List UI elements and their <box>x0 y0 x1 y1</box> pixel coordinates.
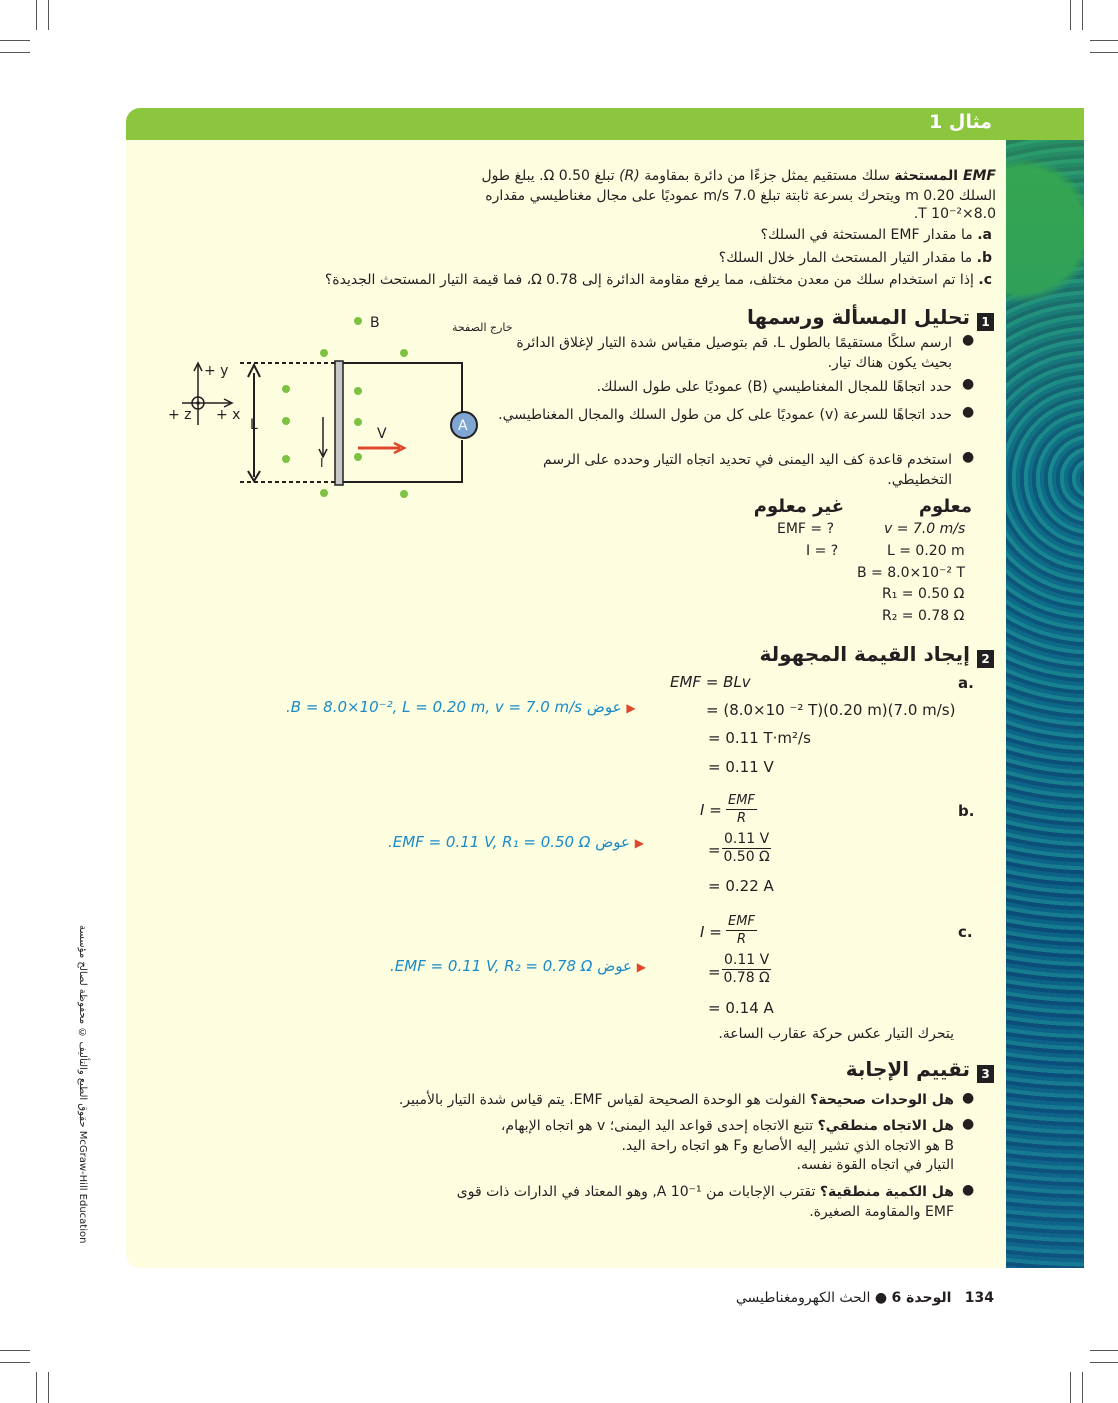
copyright-vertical: حقوق الطبع والتأليف © محفوظة لصالح مؤسسة McGraw-Hill Education <box>77 925 88 1244</box>
eval-bullet-units: هل الوحدات صحيحة؟ الفولت هو الوحدة الصحيحة لقياس EMF. يتم قياس شدة التيار بالأمبير. <box>398 1092 954 1108</box>
step1-bullet-2: حدد اتجاهًا للمجال المغناطيسي (B) عموديًا على طول السلك. <box>596 379 952 395</box>
step-3-number: 3 <box>977 1065 994 1083</box>
eq-b-equals: = <box>708 841 721 859</box>
known-l: L = 0.20 m <box>887 543 965 559</box>
crop-mark <box>0 52 30 53</box>
eq-a-2: = (8.0×10 ⁻² T)(0.20 m)(7.0 m/s) <box>706 701 956 719</box>
step-2-number: 2 <box>977 650 994 668</box>
problem-line-3: 8.0×10⁻² T. <box>913 206 996 222</box>
known-b: B = 8.0×10⁻² T <box>857 565 966 581</box>
bullet-dot: ● <box>962 376 975 392</box>
step-2-title: إيجاد القيمة المجهولة <box>759 642 970 666</box>
step1-bullet-1: ارسم سلكًا مستقيمًا بالطول L. قم بتوصيل مقياس شدة التيار لإغلاق الدائرة بحيث يكون هناك تيار. <box>516 335 952 371</box>
substitute-b: .EMF = 0.11 V, R₁ = 0.50 Ω عوض ▶ <box>388 833 644 851</box>
eval-bullet-direction-3: التيار في اتجاه القوة نفسه. <box>796 1157 954 1173</box>
eq-c-lhs: I = <box>700 923 722 941</box>
eval-bullet-direction-2: B هو الاتجاه الذي تشير إليه الأصابع وF هو اتجاه راحة اليد. <box>621 1138 954 1154</box>
part-c-letter: c. <box>958 923 973 941</box>
problem-line-2: السلك m 0.20 ويتحرك بسرعة ثابتة تبلغ m/s 7.0 عموديًا على مجال مغناطيسي مقداره <box>485 188 996 204</box>
question-c: c. إذا تم استخدام سلك من معدن مختلف، مما يرفع مقاومة الدائرة إلى Ω 0.78، فما قيمة التيار المستحث الجديدة؟ <box>324 272 992 288</box>
length-label: L <box>250 417 258 433</box>
eq-c-equals: = <box>708 963 721 981</box>
crop-mark <box>0 1362 30 1363</box>
eval-bullet-magnitude: هل الكمية منطقية؟ تقترب الإجابات من A 10⁻¹, وهو المعتاد في الدارات ذات قوى <box>456 1184 954 1200</box>
known-header: معلوم <box>918 496 972 517</box>
known-r2: R₂ = 0.78 Ω <box>882 608 965 624</box>
step-1-title: تحليل المسألة ورسمها <box>746 305 970 329</box>
known-r1: R₁ = 0.50 Ω <box>882 586 965 602</box>
bullet-dot: ● <box>962 1090 975 1106</box>
bullet-dot: ● <box>962 332 975 348</box>
eq-a-1: EMF = BLv <box>670 673 751 691</box>
b-field-legend-dot <box>354 317 362 325</box>
eq-c-frac-numeric: $\frac{0.11 V}{0.78 \Omega}$ <box>723 952 770 986</box>
crop-mark <box>1090 52 1118 53</box>
part-b-letter: b. <box>958 802 975 820</box>
crop-mark <box>0 40 30 41</box>
y-axis-label: + y <box>204 363 229 379</box>
crop-mark <box>48 1372 49 1403</box>
bullet-dot: ● <box>962 404 975 420</box>
question-b: b. ما مقدار التيار المستحث المار خلال السلك؟ <box>718 250 992 266</box>
question-a: a. ما مقدار EMF المستحثة في السلك؟ <box>760 227 992 243</box>
substitute-a: .B = 8.0×10⁻², L = 0.20 m, v = 7.0 m/s عوض ▶ <box>286 698 636 716</box>
b-field-caption: خارج الصفحة <box>452 321 513 334</box>
page-footer: 134 الوحدة 6 ● الحث الكهرومغناطيسي <box>735 1290 994 1306</box>
crop-mark <box>1082 0 1083 30</box>
crop-mark <box>1090 1350 1118 1351</box>
eval-bullet-magnitude-2: EMF والمقاومة الصغيرة. <box>809 1204 954 1220</box>
problem-line-1: EMF المستحثة سلك مستقيم يمثل جزءًا من دائرة بمقاومة (R) تبلغ Ω 0.50. يبلغ طول <box>481 168 996 184</box>
example-title: مثال 1 <box>929 111 992 133</box>
field-dots <box>282 349 408 498</box>
step-1-number: 1 <box>977 313 994 331</box>
unknown-i: I = ? <box>806 543 839 559</box>
current-label: I <box>320 456 324 470</box>
moving-wire <box>335 361 343 485</box>
crop-mark <box>0 1350 30 1351</box>
unknown-header: غير معلوم <box>753 496 844 517</box>
eq-c-frac-symbolic: EMF R <box>728 914 755 947</box>
velocity-label: V <box>377 426 387 442</box>
z-axis-label: + z <box>168 407 192 423</box>
crop-mark <box>1090 40 1118 41</box>
bullet-dot: ● <box>962 1116 975 1132</box>
crop-mark <box>1090 1362 1118 1363</box>
crop-mark <box>1082 1372 1083 1403</box>
decorative-pattern-overlay <box>1006 140 1084 1268</box>
b-field-label: B <box>370 315 380 331</box>
bullet-dot: ● <box>962 1182 975 1198</box>
eval-bullet-direction: هل الاتجاه منطقي؟ تتبع الاتجاه إحدى قواعد اليد اليمنى؛ v هو اتجاه الإبهام، <box>500 1118 954 1134</box>
eq-b-result: = 0.22 A <box>708 877 774 895</box>
eq-c-result: = 0.14 A <box>708 999 774 1017</box>
z-axis-dot <box>196 401 200 405</box>
crop-mark <box>36 1372 37 1403</box>
bullet-dot: ● <box>962 449 975 465</box>
x-axis-label: + x <box>216 407 241 423</box>
crop-mark <box>36 0 37 30</box>
circuit-diagram <box>160 305 513 505</box>
crop-mark <box>1070 1372 1071 1403</box>
part-a-letter: a. <box>958 674 974 692</box>
current-direction-note: يتحرك التيار عكس حركة عقارب الساعة. <box>718 1026 954 1042</box>
eq-b-frac-numeric: $\frac{0.11 V}{0.50 \Omega}$ <box>723 831 770 865</box>
eq-b-frac-symbolic: EMF R <box>728 793 755 826</box>
eq-a-4: = 0.11 V <box>708 758 774 776</box>
substitute-c: .EMF = 0.11 V, R₂ = 0.78 Ω عوض ▶ <box>390 957 646 975</box>
ammeter-label: A <box>458 418 468 434</box>
eq-a-3: = 0.11 T·m²/s <box>708 729 811 747</box>
unknown-emf: EMF = ? <box>777 521 835 537</box>
known-v: v = 7.0 m/s <box>884 521 966 537</box>
crop-mark <box>48 0 49 30</box>
step1-bullet-4: استخدم قاعدة كف اليد اليمنى في تحديد اتجاه التيار وحدده على الرسم التخطيطي. <box>543 452 952 488</box>
step-3-title: تقييم الإجابة <box>845 1057 970 1081</box>
eq-b-lhs: I = <box>700 801 722 819</box>
step1-bullet-3: حدد اتجاهًا للسرعة (v) عموديًا على كل من طول السلك والمجال المغناطيسي. <box>498 407 952 423</box>
crop-mark <box>1070 0 1071 30</box>
